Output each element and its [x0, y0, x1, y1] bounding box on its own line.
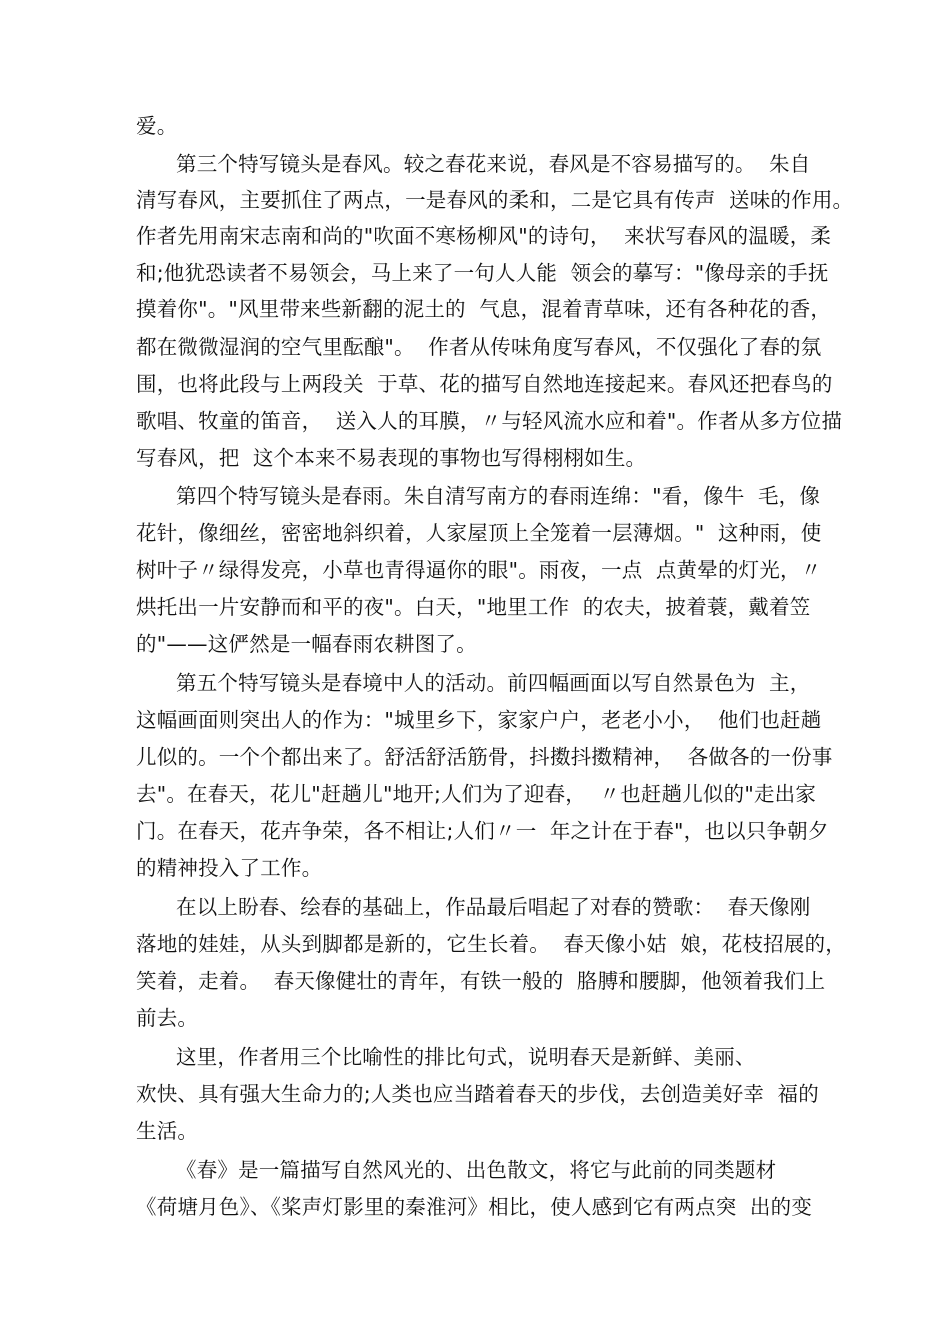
text-line: 生活。	[136, 1119, 199, 1143]
text-line: 前去。	[136, 1006, 199, 1030]
text-line: 在以上盼春、绘春的基础上，作品最后唱起了对春的赞歌： 春天像刚	[176, 895, 811, 919]
text-line: 门。在春天，花卉争荣，各不相让;人们〃一 年之计在于春"，也以只争朝夕	[136, 819, 829, 843]
text-line: 清写春风，主要抓住了两点，一是春风的柔和，二是它具有传声 送味的作用。	[136, 188, 854, 212]
text-line: 《春》是一篇描写自然风光的、出色散文，将它与此前的同类题材	[176, 1158, 777, 1182]
text-line: 落地的娃娃，从头到脚都是新的，它生长着。 春天像小姑 娘，花枝招展的，	[136, 932, 846, 956]
text-line: 的精神投入了工作。	[136, 856, 323, 880]
text-line: 第四个特写镜头是春雨。朱自清写南方的春雨连绵："看，像牛 毛，像	[176, 484, 821, 508]
text-line: 花针，像细丝，密密地斜织着，人家屋顶上全笼着一层薄烟。" 这种雨，使	[136, 521, 822, 545]
text-line: 儿似的。一个个都出来了。舒活舒活筋骨，抖擞抖擞精神， 各做各的一份事	[136, 745, 833, 769]
text-line: 欢快、具有强大生命力的;人类也应当踏着春天的步伐，去创造美好幸 福的	[136, 1082, 819, 1106]
text-line: 这里，作者用三个比喻性的排比句式，说明春天是新鲜、美丽、	[176, 1045, 756, 1069]
text-line: 和;他犹恐读者不易领会，马上来了一句人人能 领会的摹写："像母亲的手抚	[136, 261, 829, 285]
text-line: 烘托出一片安静而和平的夜"。白天，"地里工作 的农夫，披着蓑，戴着笠	[136, 595, 811, 619]
text-line: 这幅画面则突出人的作为："城里乡下，家家户户，老老小小， 他们也赶趟	[136, 708, 822, 732]
text-line: 笑着，走着。 春天像健壮的青年，有铁一般的 胳膊和腰脚，他领着我们上	[136, 969, 826, 993]
text-line: 写春风，把 这个本来不易表现的事物也写得栩栩如生。	[136, 446, 647, 470]
text-line: 作者先用南宋志南和尚的"吹面不寒杨柳风"的诗句， 来状写春风的温暖，柔	[136, 224, 832, 248]
text-line: 歌唱、牧童的笛音， 送入人的耳膜，〃与轻风流水应和着"。作者从多方位描	[136, 409, 843, 433]
text-line: 的"——这俨然是一幅春雨农耕图了。	[136, 632, 477, 656]
text-line: 第五个特写镜头是春境中人的活动。前四幅画面以写自然景色为 主，	[176, 671, 811, 695]
text-line: 爱。	[136, 114, 178, 138]
text-line: 摸着你"。"风里带来些新翻的泥土的 气息，混着青草味，还有各种花的香，	[136, 297, 832, 321]
text-line: 围，也将此段与上两段关 于草、花的描写自然地连接起来。春风还把春鸟的	[136, 372, 833, 396]
text-line: 第三个特写镜头是春风。较之春花来说，春风是不容易描写的。 朱自	[176, 152, 811, 176]
text-line: 去"。在春天，花儿"赶趟儿"地开;人们为了迎春， 〃也赶趟儿似的"走出家	[136, 782, 817, 806]
text-line: 都在微微湿润的空气里酝酿"。 作者从传味角度写春风，不仅强化了春的氛	[136, 335, 822, 359]
text-line: 《荷塘月色》、《桨声灯影里的秦淮河》相比，使人感到它有两点突 出的变	[136, 1195, 813, 1219]
text-line: 树叶子〃绿得发亮，小草也青得逼你的眼"。雨夜，一点 点黄晕的灯光，〃	[136, 558, 822, 582]
